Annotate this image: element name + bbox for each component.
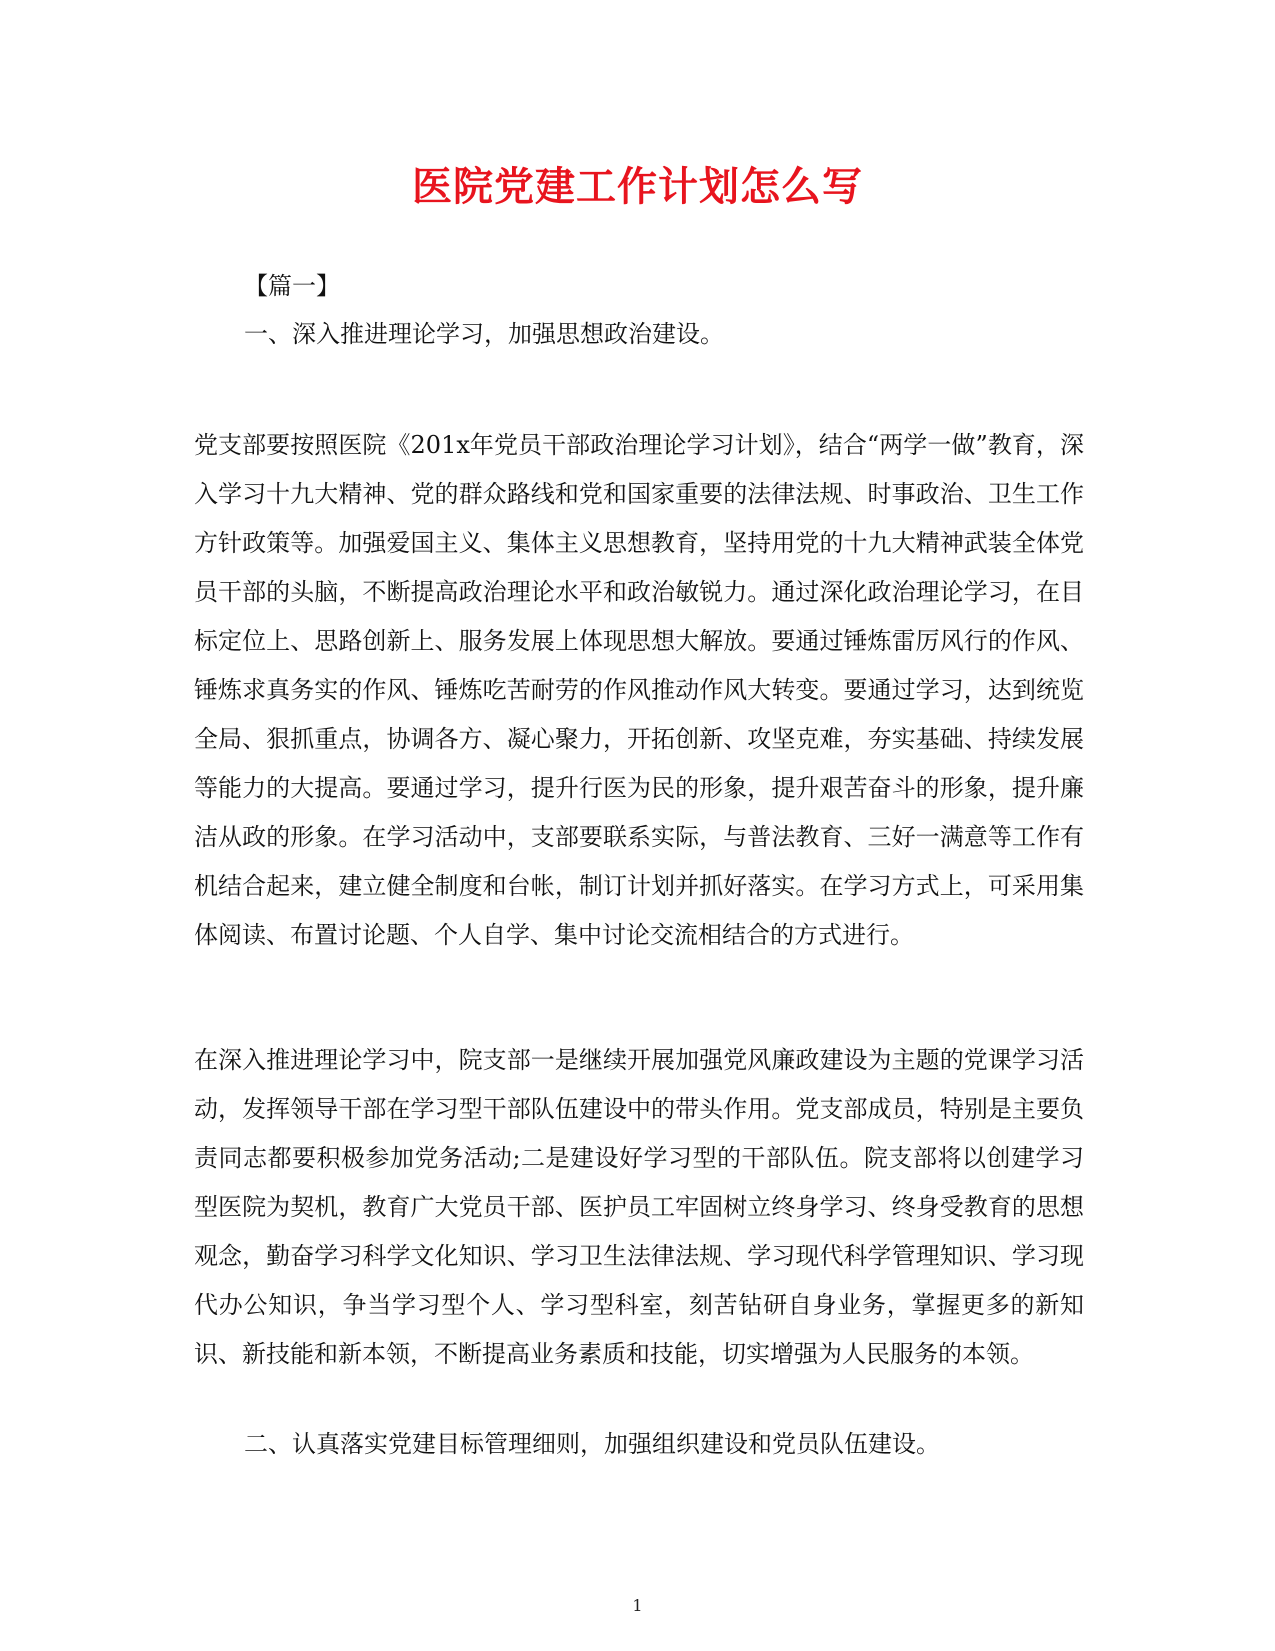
paragraph-2: 在深入推进理论学习中，院支部一是继续开展加强党风廉政建设为主题的党课学习活动，发挥领导干部在学习型干部队伍建设中的带头作用。党支部成员，特别是主要负责同志都要积极参加党务活动;二是建设好学习型的干部队伍。院支部将以创建学习型医院为契机，教育广大党员干部、医护员工牢固树立终身学习、终身受教育的思想观念，勤奋学习科学文化知识、学习卫生法律法规、学习现代科学管理知识、学习现代办公知识，争当学习型个人、学习型科室，刻苦钻研自身业务，掌握更多的新知识、新技能和新本领，不断提高业务素质和技能，切实增强为人民服务的本领。 — [194, 1046, 1084, 1368]
heading-2: 二、认真落实党建目标管理细则，加强组织建设和党员队伍建设。 — [244, 1430, 940, 1458]
paragraph-1: 党支部要按照医院《201x年党员干部政治理论学习计划》，结合“两学一做”教育，深入学习十九大精神、党的群众路线和党和国家重要的法律法规、时事政治、卫生工作方针政策等。加强爱国主义、集体主义思想教育，坚持用党的十九大精神武装全体党员干部的头脑，不断提高政治理论水平和政治敏锐力。通过深化政治理论学习，在目标定位上、思路创新上、服务发展上体现思想大解放。要通过锤炼雷厉风行的作风、锤炼求真务实的作风、锤炼吃苦耐劳的作风推动作风大转变。要通过学习，达到统览全局、狠抓重点，协调各方、凝心聚力，开拓创新、攻坚克难，夯实基础、持续发展等能力的大提高。要通过学习，提升行医为民的形象，提升艰苦奋斗的形象，提升廉洁从政的形象。在学习活动中，支部要联系实际，与普法教育、三好一满意等工作有机结合起来，建立健全制度和台帐，制订计划并抓好落实。在学习方式上，可采用集体阅读、布置讨论题、个人自学、集中讨论交流相结合的方式进行。 — [194, 431, 1084, 949]
section-label: 【篇一】 — [244, 272, 340, 300]
heading-1: 一、深入推进理论学习，加强思想政治建设。 — [244, 320, 724, 348]
page-number: 1 — [632, 1596, 643, 1615]
document-title: 医院党建工作计划怎么写 — [412, 163, 863, 210]
